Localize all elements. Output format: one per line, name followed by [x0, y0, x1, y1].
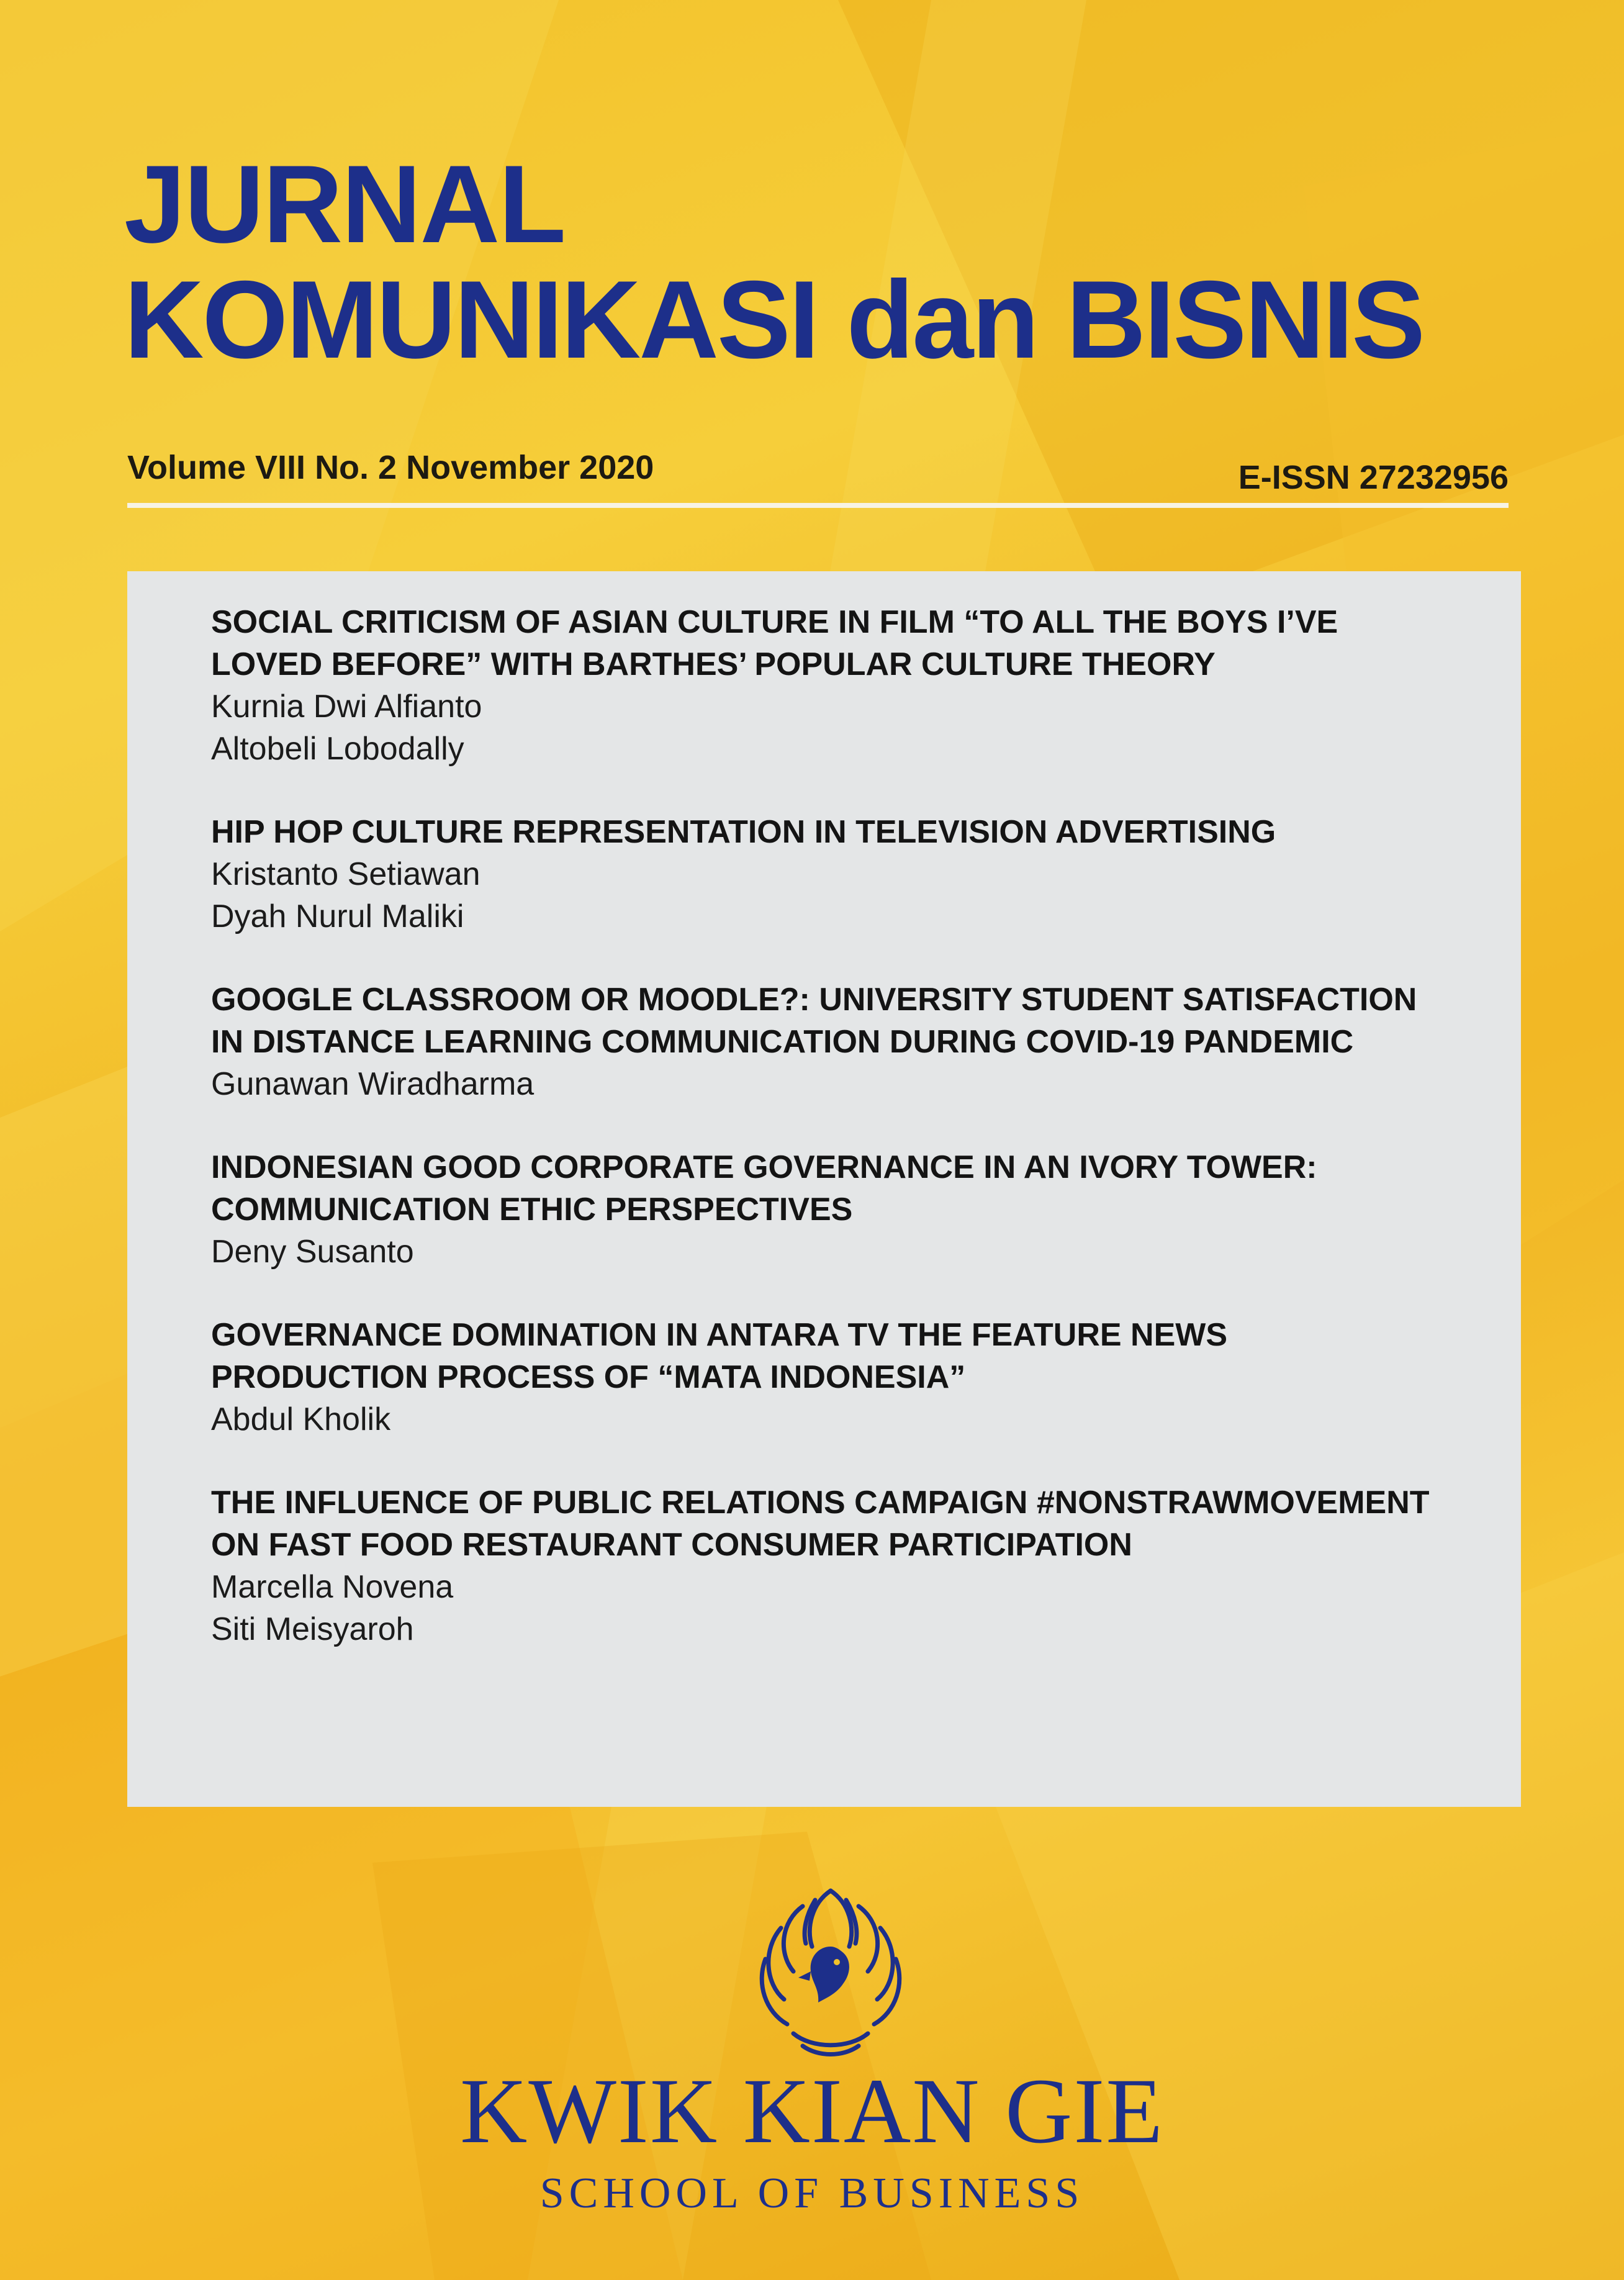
table-of-contents: [127, 571, 1521, 1807]
article-title: INDONESIAN GOOD CORPORATE GOVERNANCE IN AN IVORY TOWER: COMMUNICATION ETHIC PERSPECTIVES: [211, 1149, 1317, 1228]
journal-title-line1: JURNAL: [124, 142, 565, 266]
publisher-name: KWIK KIAN GIE: [459, 2060, 1164, 2163]
article-author: Kurnia Dwi Alfianto: [211, 689, 482, 725]
article-title: GOOGLE CLASSROOM OR MOODLE?: UNIVERSITY STUDENT SATISFACTION IN DISTANCE LEARNING COMMUNICATION DURING COVID-19 PANDEMIC: [211, 982, 1417, 1060]
article-author: Dyah Nurul Maliki: [211, 898, 464, 934]
article-entry: [211, 979, 1446, 1105]
article-title: GOVERNANCE DOMINATION IN ANTARA TV THE FEATURE NEWS PRODUCTION PROCESS OF “MATA INDONESIA”: [211, 1317, 1228, 1395]
article-entry: [211, 601, 1446, 770]
article-author: Siti Meisyaroh: [211, 1611, 414, 1647]
journal-title: [124, 142, 1423, 381]
article-title: SOCIAL CRITICISM OF ASIAN CULTURE IN FILM “TO ALL THE BOYS I’VE LOVED BEFORE” WITH BARTHES’ POPULAR CULTURE THEORY: [211, 604, 1338, 682]
article-title: HIP HOP CULTURE REPRESENTATION IN TELEVISION ADVERTISING: [211, 814, 1276, 850]
article-entry: [211, 1314, 1446, 1441]
article-entry: [211, 811, 1446, 938]
article-author: Gunawan Wiradharma: [211, 1066, 535, 1102]
article-entry: [211, 1482, 1446, 1650]
volume-info: Volume VIII No. 2 November 2020: [127, 449, 654, 486]
garuda-bird-logo-icon: [744, 1878, 918, 2065]
article-author: Altobeli Lobodally: [211, 731, 464, 767]
issn-info: E-ISSN 27232956: [1238, 459, 1509, 496]
article-author: Marcella Novena: [211, 1569, 454, 1605]
publisher-subtitle: SCHOOL OF BUSINESS: [539, 2169, 1085, 2217]
article-author: Kristanto Setiawan: [211, 856, 480, 892]
header-divider: [127, 503, 1509, 508]
journal-title-line2: KOMUNIKASI dan BISNIS: [124, 258, 1423, 381]
article-author: Abdul Kholik: [211, 1401, 391, 1437]
article-entry: [211, 1146, 1446, 1273]
article-author: Deny Susanto: [211, 1234, 414, 1270]
article-title: THE INFLUENCE OF PUBLIC RELATIONS CAMPAIGN #NONSTRAWMOVEMENT ON FAST FOOD RESTAURANT CONSUMER PARTICIPATION: [211, 1485, 1430, 1563]
